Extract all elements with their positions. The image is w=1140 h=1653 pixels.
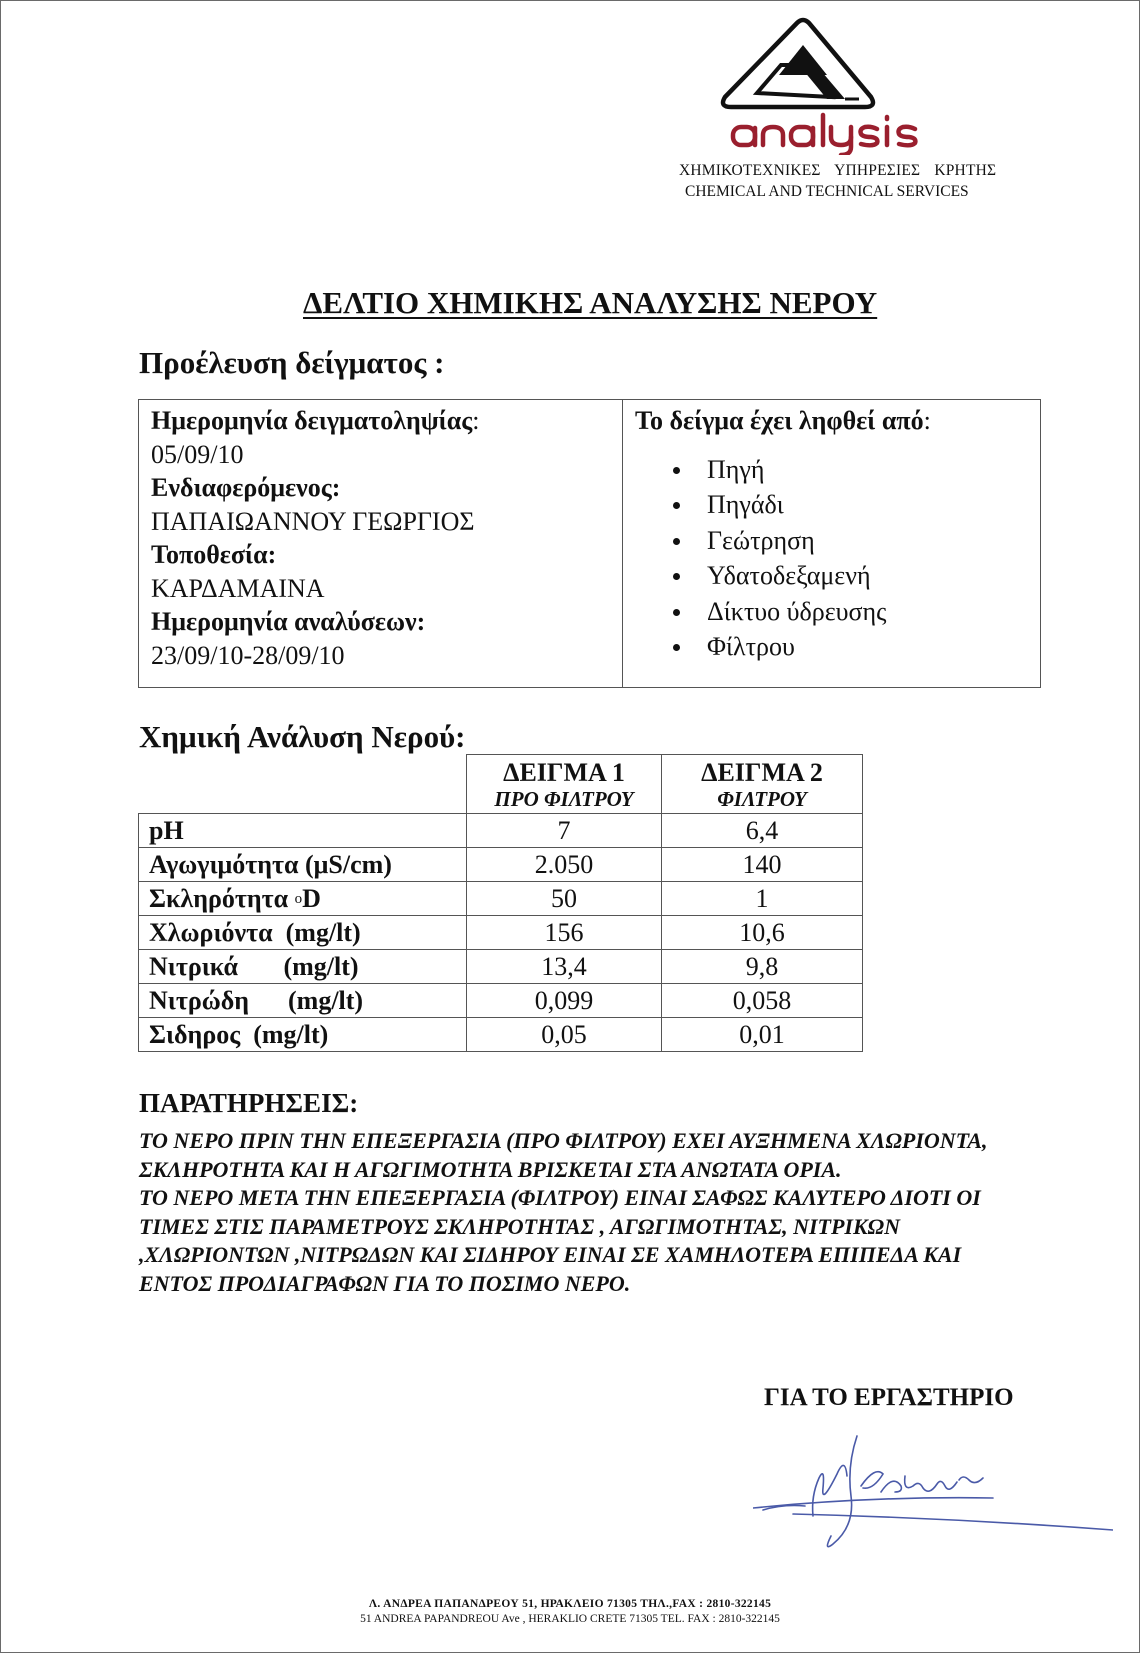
parameter-name: Νιτρώδη (mg/lt)	[139, 984, 467, 1018]
table-row	[139, 848, 863, 882]
column-subtitle: ΠΡΟ ΦΙΛΤΡΟΥ	[494, 787, 634, 811]
unit-label: D	[302, 883, 321, 913]
sample-source	[623, 400, 1040, 687]
parameter-name: Χλωριόντα (mg/lt)	[139, 916, 467, 950]
table-row	[139, 916, 863, 950]
parameter-name: Αγωγιμότητα (μS/cm)	[139, 848, 467, 882]
sample-origin-heading: Προέλευση δείγματος :	[139, 345, 445, 380]
list-item: Πηγάδι	[673, 487, 1040, 523]
analysis-dates-value: 23/09/10-28/09/10	[151, 640, 345, 670]
analysis-heading: Χημική Ανάλυση Νερού:	[139, 719, 466, 754]
sample-2-value: 0,058	[662, 984, 863, 1018]
column-subtitle: ΦΙΛΤΡΟΥ	[717, 787, 807, 811]
remarks-text	[139, 1127, 1019, 1298]
footer-address-greek: Λ. ΑΝΔΡΕΑ ΠΑΠΑΝΔΡΕΟΥ 51, ΗΡΑΚΛΕΙΟ 71305 ΤΗΛ.,FAX : 2810-322145	[368, 1598, 772, 1610]
company-name-greek: ΧΗΜΙΚΟΤΕΧΝΙΚΕΣ ΥΠΗΡΕΣΙΕΣ ΚΡΗΤΗΣ	[679, 162, 997, 179]
sample-1-value: 2.050	[467, 848, 662, 882]
sample-source-label: Το δείγμα έχει ληφθεί από	[635, 406, 924, 435]
sample-2-value: 140	[662, 848, 863, 882]
sampling-date-label: Ημερομηνία δειγματοληψίας	[151, 406, 473, 435]
sample-source-heading: Το δείγμα έχει ληφθεί από:	[635, 406, 931, 435]
analysis-dates-label: Ημερομηνία αναλύσεων:	[151, 607, 426, 636]
sample-1-value: 156	[467, 916, 662, 950]
sample-info-box	[138, 399, 1041, 688]
company-logo	[719, 15, 959, 155]
remarks-heading: ΠΑΡΑΤΗΡΗΣΕΙΣ:	[139, 1088, 359, 1118]
signature	[753, 1426, 1113, 1556]
table-row	[139, 814, 863, 848]
sample-2-value: 1	[662, 882, 863, 916]
sampling-date-value: 05/09/10	[151, 439, 244, 469]
table-corner	[139, 755, 467, 814]
client-value: ΠΑΠΑΙΩΑΝΝΟΥ ΓΕΩΡΓΙΟΣ	[151, 506, 475, 536]
laboratory-label: ΓΙΑ ΤΟ ΕΡΓΑΣΤΗΡΙΟ	[764, 1384, 1014, 1411]
analysis-table	[138, 754, 863, 1052]
parameter-name: Νιτρικά (mg/lt)	[139, 950, 467, 984]
column-title: ΔΕΙΓΜΑ 2	[701, 758, 823, 787]
parameter-label: Σκληρότητα	[149, 883, 289, 913]
remarks-paragraph: ΤΟ ΝΕΡΟ ΠΡΙΝ ΤΗΝ ΕΠΕΞΕΡΓΑΣΙΑ (ΠΡΟ ΦΙΛΤΡΟΥ) ΕΧΕΙ ΑΥΞΗΜΕΝΑ ΧΛΩΡΙΟΝΤΑ, ΣΚΛΗΡΟΤΗΤΑ ΚΑΙ Η ΑΓΩΓΙΜΟΤΗΤΑ ΒΡΙΣΚΕΤΑΙ ΣΤΑ ΑΝΩΤΑΤΑ ΟΡΙΑ.	[139, 1128, 988, 1182]
sample-1-value: 0,05	[467, 1018, 662, 1052]
list-item: Δίκτυο ύδρευσης	[673, 594, 1040, 630]
location-value: ΚΑΡΔΑΜΑΙΝΑ	[151, 573, 325, 603]
footer-address-english: 51 ANDREA PAPANDREOU Ave , HERAKLIO CRETE 71305 TEL. FAX : 2810-322145	[360, 1613, 780, 1625]
table-row	[139, 984, 863, 1018]
parameter-name: Σιδηρος (mg/lt)	[139, 1018, 467, 1052]
parameter-name: pH	[139, 814, 467, 848]
sample-details	[139, 400, 623, 687]
column-title: ΔΕΙΓΜΑ 1	[503, 758, 625, 787]
list-item: Πηγή	[673, 452, 1040, 488]
column-header-sample-1	[467, 755, 662, 814]
sample-1-value: 0,099	[467, 984, 662, 1018]
table-row	[139, 1018, 863, 1052]
unit-superscript: o	[294, 890, 303, 907]
document-title: ΔΕΛΤΙΟ ΧΗΜΙΚΗΣ ΑΝΑΛΥΣΗΣ ΝΕΡΟΥ	[303, 285, 878, 320]
client-label: Ενδιαφερόμενος:	[151, 473, 341, 502]
table-header-row	[139, 755, 863, 814]
sample-1-value: 13,4	[467, 950, 662, 984]
table-row	[139, 882, 863, 916]
sample-2-value: 0,01	[662, 1018, 863, 1052]
sample-2-value: 6,4	[662, 814, 863, 848]
sample-1-value: 7	[467, 814, 662, 848]
remarks-paragraph: ΤΟ ΝΕΡΟ ΜΕΤΑ ΤΗΝ ΕΠΕΞΕΡΓΑΣΙΑ (ΦΙΛΤΡΟΥ) ΕΙΝΑΙ ΣΑΦΩΣ ΚΑΛΥΤΕΡΟ ΔΙΟΤΙ ΟΙ ΤΙΜΕΣ ΣΤΙΣ ΠΑΡΑΜΕΤΡΟΥΣ ΣΚΛΗΡΟΤΗΤΑΣ , ΑΓΩΓΙΜΟΤΗΤΑΣ, ΝΙΤΡΙΚΩΝ ,ΧΛΩΡΙΟΝΤΩΝ ,ΝΙΤΡΩΔΩΝ ΚΑΙ ΣΙΔΗΡΟΥ ΕΙΝΑΙ ΣΕ ΧΑΜΗΛΟΤΕΡΑ ΕΠΙΠΕΔΑ ΚΑΙ ΕΝΤΟΣ ΠΡΟΔΙΑΓΡΑΦΩΝ ΓΙΑ ΤΟ ΠΟΣΙΜΟ ΝΕΡΟ.	[139, 1185, 981, 1296]
location-label: Τοποθεσία:	[151, 540, 277, 569]
list-item: Γεώτρηση	[673, 523, 1040, 559]
company-name-english: CHEMICAL AND TECHNICAL SERVICES	[685, 183, 969, 200]
table-row	[139, 950, 863, 984]
list-item: Υδατοδεξαμενή	[673, 558, 1040, 594]
sampling-date-row: Ημερομηνία δειγματοληψίας:	[151, 406, 480, 435]
parameter-name	[139, 882, 467, 916]
sample-1-value: 50	[467, 882, 662, 916]
sample-source-list	[635, 452, 1040, 665]
sample-2-value: 9,8	[662, 950, 863, 984]
list-item: Φίλτρου	[673, 629, 1040, 665]
column-header-sample-2	[662, 755, 863, 814]
sample-2-value: 10,6	[662, 916, 863, 950]
